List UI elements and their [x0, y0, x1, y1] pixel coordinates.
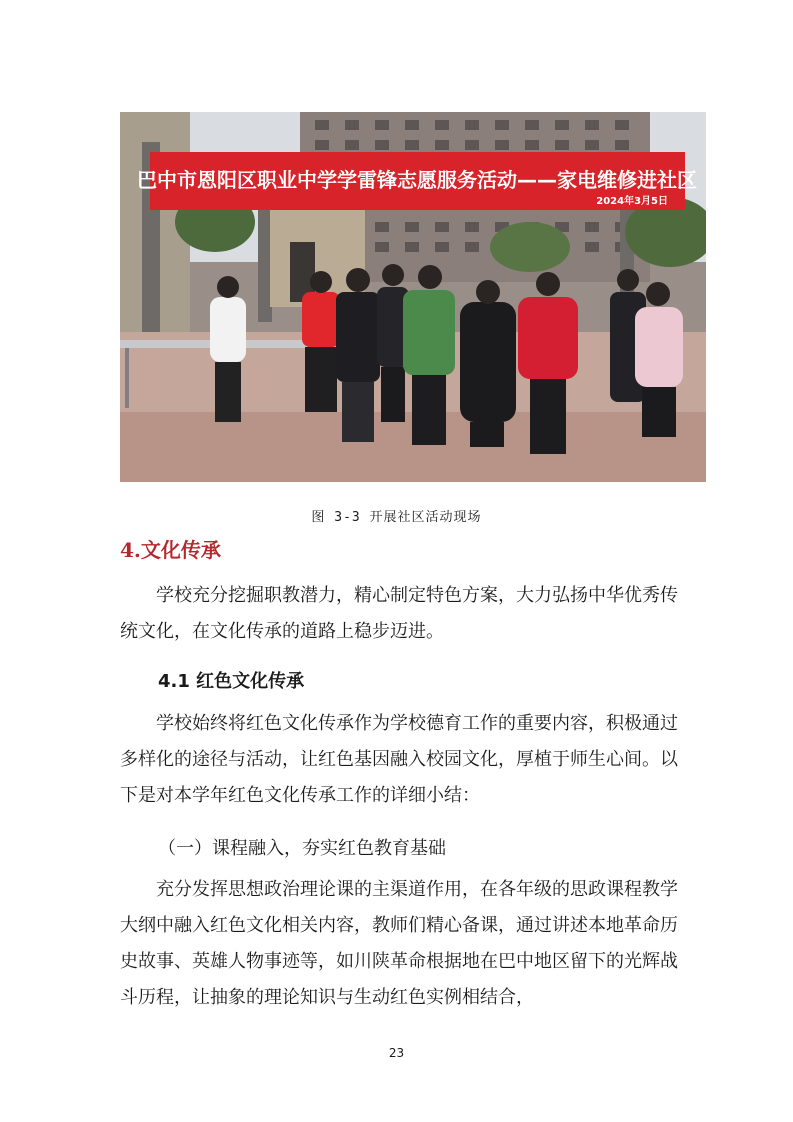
outline-item-body: 充分发挥思想政治理论课的主渠道作用，在各年级的思政课程教学大纲中融入红色文化相关内容，教师们精心备课，通过讲述本地革命历史故事、英雄人物事迹等，如川陕革命根据地在巴中地区留下的光辉战斗历程，让抽象的理论知识与生动红色实例相结合， — [120, 879, 678, 1008]
banner-text: 巴中市恩阳区职业中学学雷锋志愿服务活动——家电维修进社区 — [137, 168, 697, 192]
subsection-title: 4.1 红色文化传承 — [158, 671, 305, 692]
figure-caption: 图 3-3 开展社区活动现场 — [311, 510, 482, 525]
outline-item-title: （一）课程融入，夯实红色教育基础 — [158, 838, 446, 859]
community-activity-photo — [120, 112, 706, 482]
banner-date: 2024年3月5日 — [596, 196, 668, 207]
subsection-intro-paragraph: 学校始终将红色文化传承作为学校德育工作的重要内容，积极通过多样化的途径与活动，让红色基因融入校园文化，厚植于师生心间。以下是对本学年红色文化传承工作的详细小结： — [120, 713, 678, 806]
section-title: 4.文化传承 — [120, 538, 221, 562]
photo-illustration — [120, 112, 706, 482]
section-intro-paragraph: 学校充分挖掘职教潜力，精心制定特色方案，大力弘扬中华优秀传统文化，在文化传承的道路上稳步迈进。 — [120, 585, 678, 642]
page-number: 23 — [388, 1046, 405, 1060]
